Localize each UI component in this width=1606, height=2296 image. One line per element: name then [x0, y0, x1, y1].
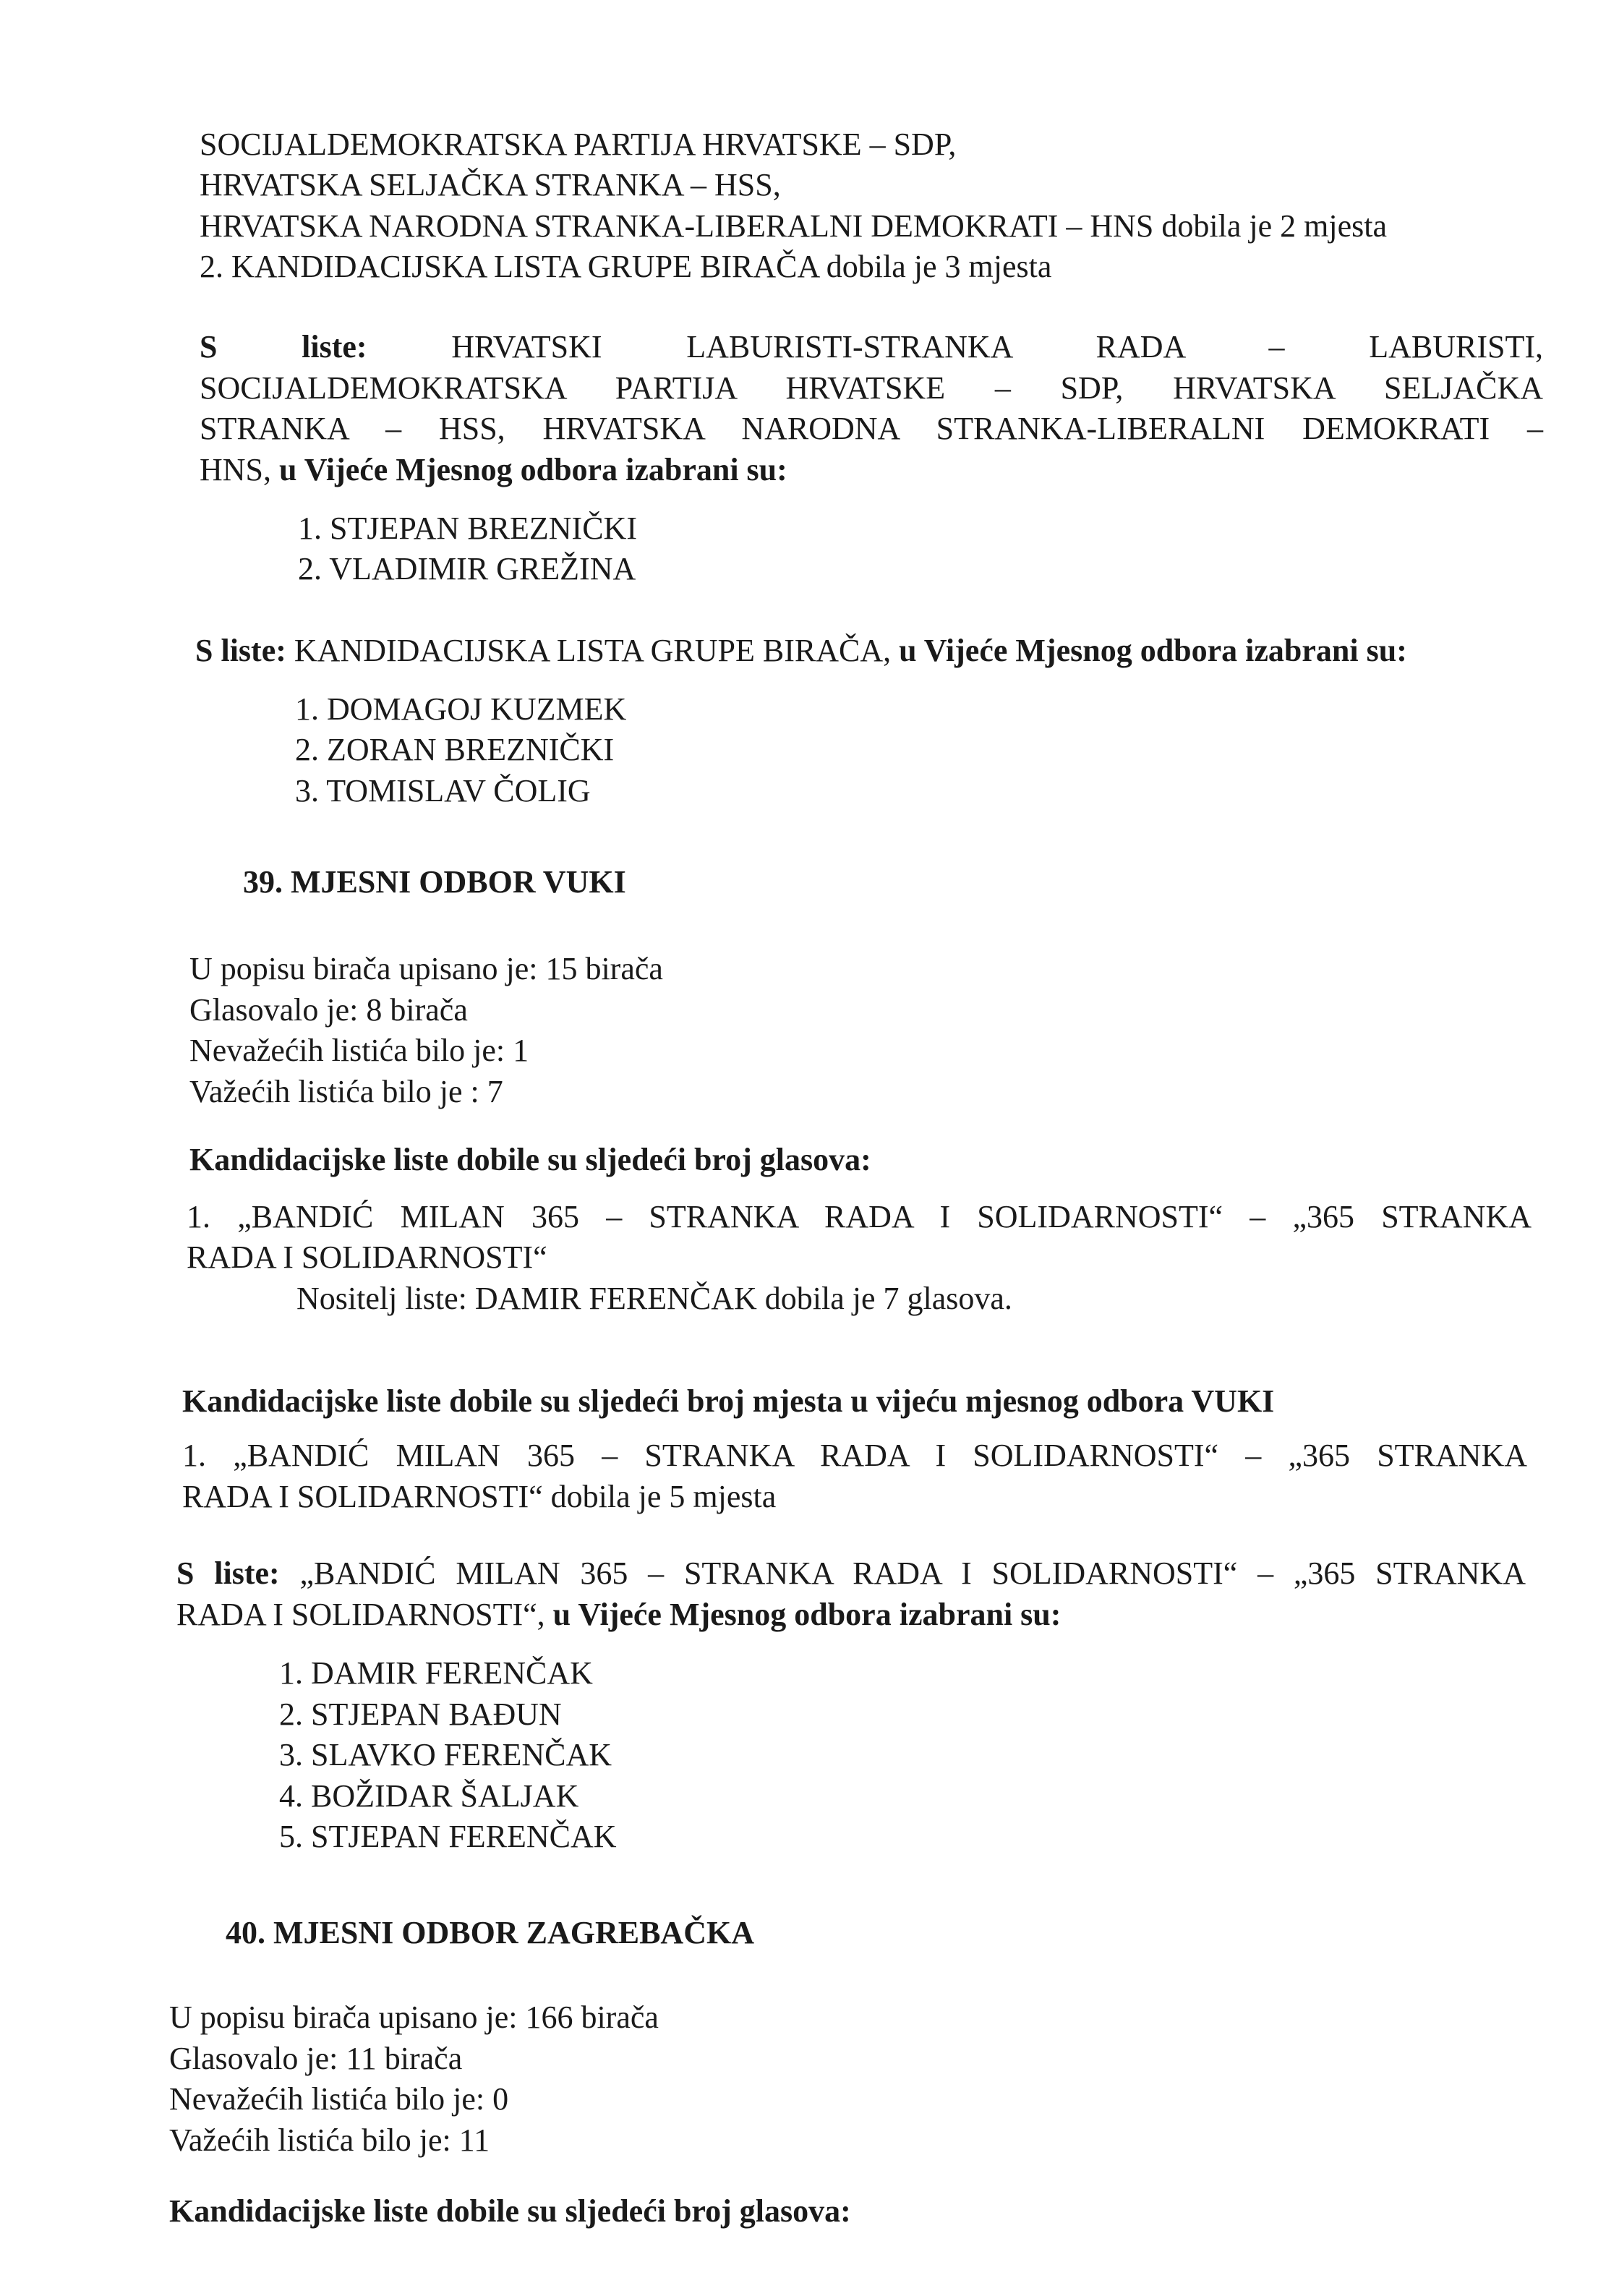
- list-a-line-4: [200, 450, 787, 490]
- list-a-member: 1. STJEPAN BREZNIČKI: [298, 511, 637, 546]
- section-39-seats-line-2: RADA I SOLIDARNOSTI“ dobila je 5 mjesta: [182, 1479, 777, 1514]
- section-40-votes-heading: Kandidacijske liste dobile su sljedeći broj glasova:: [169, 2193, 851, 2229]
- section-39-seats-heading: Kandidacijske liste dobile su sljedeći broj mjesta u vijeću mjesnog odbora VUKI: [182, 1383, 1275, 1419]
- section-39-elected-prefix: S liste:: [176, 1555, 280, 1591]
- section-39-heading: 39. MJESNI ODBOR VUKI: [243, 864, 626, 900]
- section-39-elected-label: u Vijeće Mjesnog odbora izabrani su:: [552, 1597, 1062, 1632]
- section-39-seats-line-1: 1. „BANDIĆ MILAN 365 – STRANKA RADA I SOLIDARNOSTI“ – „365 STRANKA: [182, 1438, 1527, 1473]
- list-a-text-1: HRVATSKI LABURISTI-STRANKA RADA – LABURISTI,: [451, 329, 1543, 364]
- top-line-1: SOCIJALDEMOKRATSKA PARTIJA HRVATSKE – SDP,: [200, 127, 957, 162]
- section-39-member: 4. BOŽIDAR ŠALJAK: [279, 1778, 579, 1814]
- section-40-stat: Glasovalo je: 11 birača: [169, 2041, 463, 2076]
- list-a-member: 2. VLADIMIR GREŽINA: [298, 551, 636, 586]
- list-b-prefix: S liste:: [195, 633, 286, 668]
- section-39-member: 1. DAMIR FERENČAK: [279, 1655, 593, 1691]
- section-39-member: 3. SLAVKO FERENČAK: [279, 1737, 612, 1772]
- list-b-name: KANDIDACIJSKA LISTA GRUPE BIRAČA,: [294, 633, 892, 668]
- section-40-stat: Nevažećih listića bilo je: 0: [169, 2081, 509, 2117]
- section-39-elected-list-2: RADA I SOLIDARNOSTI“,: [176, 1597, 545, 1632]
- top-line-2: HRVATSKA SELJAČKA STRANKA – HSS,: [200, 167, 781, 202]
- section-39-stat: U popisu birača upisano je: 15 birača: [189, 951, 663, 986]
- list-b-line: [195, 631, 1407, 671]
- list-a-elected-label: u Vijeće Mjesnog odbora izabrani su:: [279, 452, 787, 487]
- section-39-stat: Glasovalo je: 8 birača: [189, 992, 468, 1028]
- section-39-elected-line-2: [176, 1595, 1061, 1635]
- list-a-text-4: HNS,: [200, 452, 272, 487]
- list-b-elected-label: u Vijeće Mjesnog odbora izabrani su:: [899, 633, 1407, 668]
- section-39-stat: Važećih listića bilo je : 7: [189, 1074, 503, 1109]
- top-line-3: HRVATSKA NARODNA STRANKA-LIBERALNI DEMOKRATI – HNS dobila je 2 mjesta: [200, 208, 1387, 244]
- section-40-stat: U popisu birača upisano je: 166 birača: [169, 2000, 659, 2035]
- section-39-vote-line-1: 1. „BANDIĆ MILAN 365 – STRANKA RADA I SOLIDARNOSTI“ – „365 STRANKA: [187, 1199, 1532, 1234]
- section-39-member: 2. STJEPAN BAĐUN: [279, 1697, 562, 1732]
- list-b-member: 3. TOMISLAV ČOLIG: [295, 773, 591, 808]
- list-b-member: 2. ZORAN BREZNIČKI: [295, 732, 615, 767]
- section-39-elected-line-1: [176, 1553, 1526, 1594]
- section-39-member: 5. STJEPAN FERENČAK: [279, 1819, 617, 1854]
- top-line-4: 2. KANDIDACIJSKA LISTA GRUPE BIRAČA dobila je 3 mjesta: [200, 249, 1052, 284]
- list-a-line-1: [200, 327, 1543, 367]
- list-a-prefix: S liste:: [200, 329, 367, 364]
- list-a-line-3: STRANKA – HSS, HRVATSKA NARODNA STRANKA-LIBERALNI DEMOKRATI –: [200, 411, 1543, 446]
- section-39-stat: Nevažećih listića bilo je: 1: [189, 1033, 529, 1068]
- list-b-member: 1. DOMAGOJ KUZMEK: [295, 691, 627, 727]
- section-39-vote-line-2: RADA I SOLIDARNOSTI“: [187, 1239, 547, 1275]
- section-39-elected-list: „BANDIĆ MILAN 365 – STRANKA RADA I SOLIDARNOSTI“ – „365 STRANKA: [299, 1555, 1526, 1591]
- section-39-votes-heading: Kandidacijske liste dobile su sljedeći broj glasova:: [189, 1142, 871, 1177]
- section-39-vote-holder: Nositelj liste: DAMIR FERENČAK dobila je 7 glasova.: [296, 1281, 1012, 1316]
- section-40-stat: Važećih listića bilo je: 11: [169, 2122, 490, 2158]
- section-40-heading: 40. MJESNI ODBOR ZAGREBAČKA: [226, 1915, 754, 1950]
- list-a-line-2: SOCIJALDEMOKRATSKA PARTIJA HRVATSKE – SDP, HRVATSKA SELJAČKA: [200, 370, 1543, 406]
